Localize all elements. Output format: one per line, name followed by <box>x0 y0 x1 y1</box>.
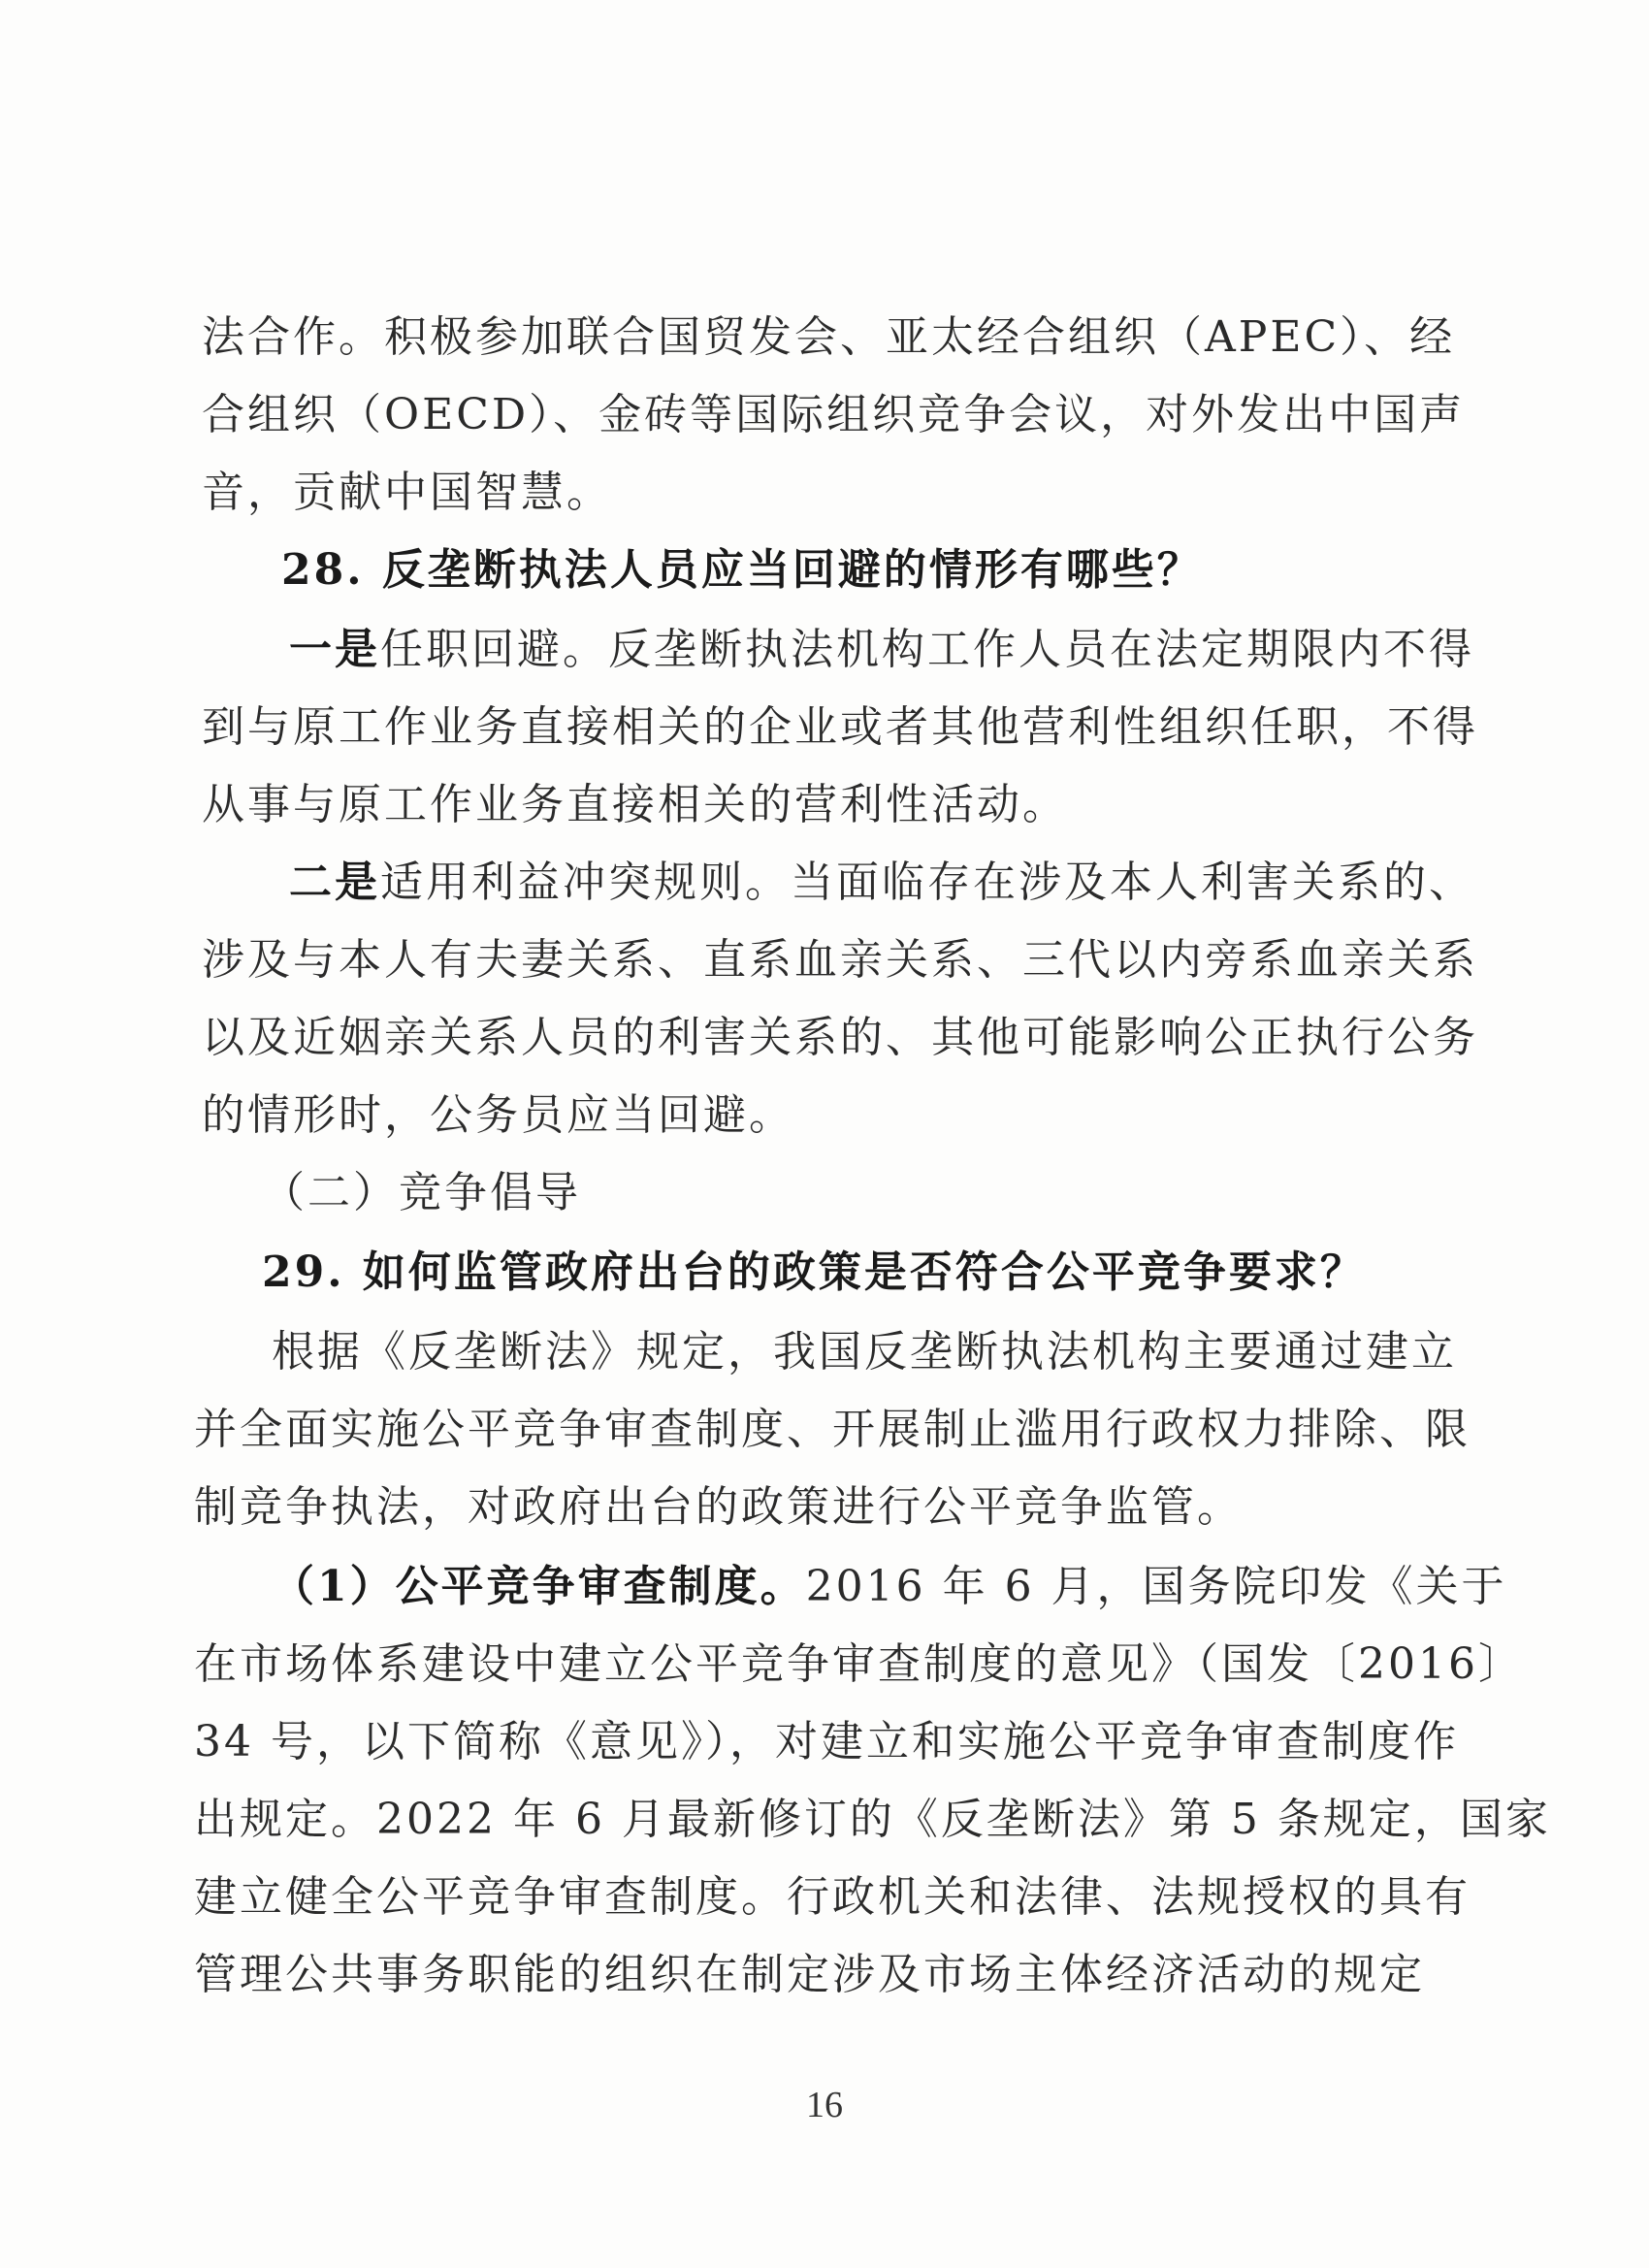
page-number: 16 <box>806 2085 843 2125</box>
paragraph-line: 根据《反垄断法》规定，我国反垄断执法机构主要通过建立 <box>272 1327 1457 1377</box>
paragraph-line: 合组织（OECD）、金砖等国际组织竞争会议，对外发出中国声 <box>202 390 1466 439</box>
paragraph-text: 适用利益冲突规则。当面临存在涉及本人利害关系的、 <box>380 858 1474 907</box>
paragraph-line: 音，贡献中国智慧。 <box>202 468 612 517</box>
question-heading-28: 28. 反垄断执法人员应当回避的情形有哪些？ <box>281 545 1203 595</box>
paragraph-text: 任职回避。反垄断执法机构工作人员在法定期限内不得 <box>380 625 1474 674</box>
paragraph-text: 2016 年 6 月，国务院印发《关于 <box>805 1562 1507 1611</box>
lead-phrase: 二是 <box>289 858 380 907</box>
paragraph-line <box>272 1558 1507 1616</box>
paragraph-line: 从事与原工作业务直接相关的营利性活动。 <box>202 780 1068 829</box>
paragraph-line: 的情形时，公务员应当回避。 <box>202 1090 794 1140</box>
lead-phrase: （1）公平竞争审查制度。 <box>272 1562 806 1611</box>
paragraph-line: 到与原工作业务直接相关的企业或者其他营利性组织任职，不得 <box>202 702 1478 752</box>
paragraph-line: 制竞争执法，对政府出台的政策进行公平竞争监管。 <box>194 1482 1243 1532</box>
paragraph-line: 法合作。积极参加联合国贸发会、亚太经合组织（APEC）、经 <box>202 312 1456 362</box>
paragraph-line <box>289 621 1474 679</box>
question-heading-29: 29. 如何监管政府出台的政策是否符合公平竞争要求？ <box>262 1247 1366 1297</box>
paragraph-line: 管理公共事务职能的组织在制定涉及市场主体经济活动的规定 <box>194 1950 1425 1999</box>
paragraph-line: 建立健全公平竞争审查制度。行政机关和法律、法规授权的具有 <box>194 1872 1471 1922</box>
paragraph-line: 34 号，以下简称《意见》），对建立和实施公平竞争审查制度作 <box>194 1717 1459 1766</box>
lead-phrase: 一是 <box>289 625 380 674</box>
paragraph-line: 出规定。2022 年 6 月最新修订的《反垄断法》第 5 条规定，国家 <box>194 1795 1551 1844</box>
section-heading: （二）竞争倡导 <box>262 1168 581 1217</box>
paragraph-line: 并全面实施公平竞争审查制度、开展制止滥用行政权力排除、限 <box>194 1405 1471 1454</box>
paragraph-line: 涉及与本人有夫妻关系、直系血亲关系、三代以内旁系血亲关系 <box>202 935 1478 985</box>
paragraph-line: 以及近姻亲关系人员的利害关系的、其他可能影响公正执行公务 <box>202 1013 1478 1062</box>
paragraph-line: 在市场体系建设中建立公平竞争审查制度的意见》（国发〔2016〕 <box>194 1639 1524 1689</box>
paragraph-line <box>289 854 1474 912</box>
